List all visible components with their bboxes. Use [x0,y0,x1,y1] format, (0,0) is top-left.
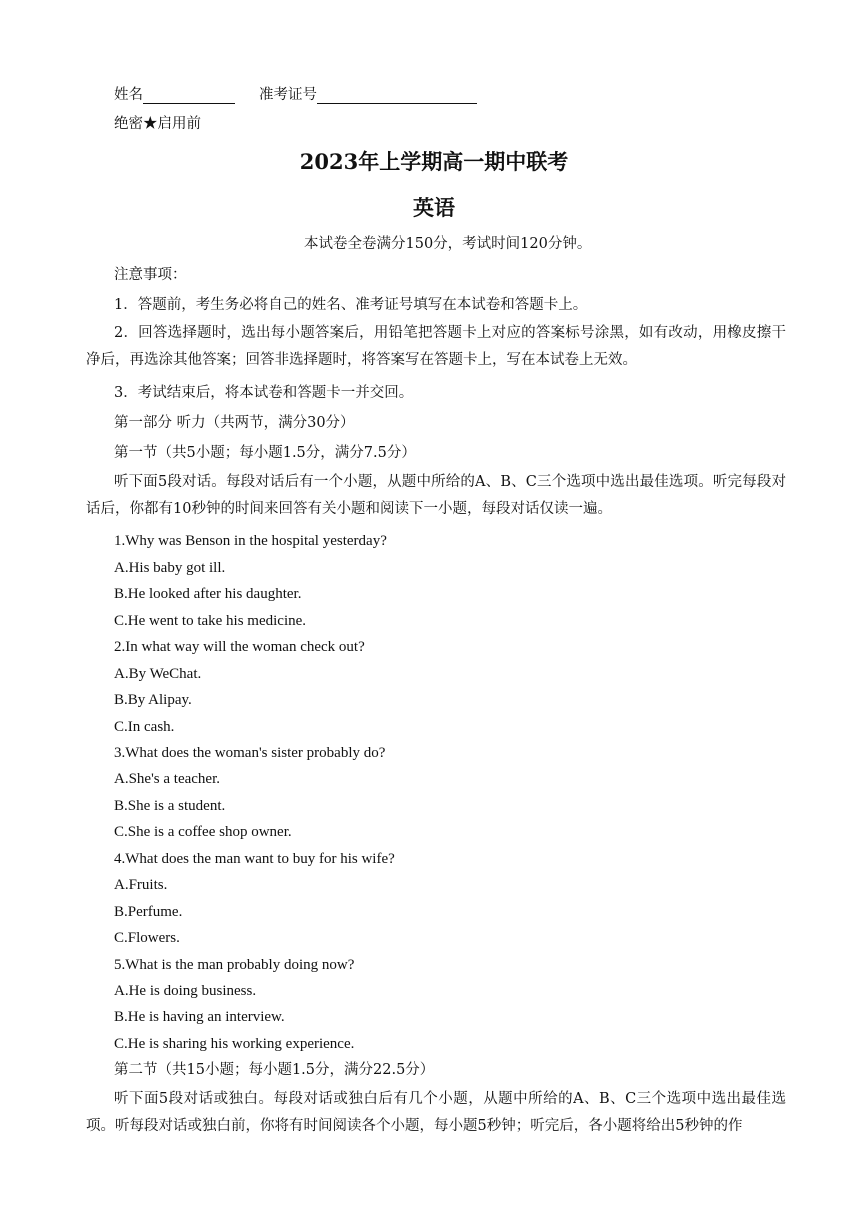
notice-item: 3．考试结束后，将本试卷和答题卡一并交回。 [114,385,414,401]
option: A.His baby got ill. [114,560,226,576]
exam-title: 2023年上学期高一期中联考 [299,149,569,174]
section2-instructions: 听下面5段对话或独白。每段对话或独白后有几个小题，从题中所给的A、B、C三个选项中选出最佳选项。听每段对话或独白前，你将有时间阅读各个小题，每小题5秒钟；听完后，各小题将给出5秒钟的作 [86,1091,786,1134]
exam-info: 本试卷全卷满分150分，考试时间120分钟。 [304,236,592,252]
notice-item: 2．回答选择题时，选出每小题答案后，用铅笔把答题卡上对应的答案标号涂黑，如有改动，用橡皮擦干净后，再选涂其他答案；回答非选择题时，将答案写在答题卡上，写在本试卷上无效。 [86,325,786,368]
secret-mark: 绝密★启用前 [114,116,201,132]
notice-item: 1．答题前，考生务必将自己的姓名、准考证号填写在本试卷和答题卡上。 [114,297,588,313]
section2-heading: 第二节（共15小题；每小题1.5分，满分22.5分） [114,1062,435,1078]
question: 5.What is the man probably doing now? [114,957,355,973]
name-blank[interactable] [143,87,235,104]
name-label: 姓名 [114,87,143,103]
option: A.He is doing business. [114,983,257,999]
option: B.She is a student. [114,798,226,814]
subject-title: 英语 [413,195,455,220]
exam-id-label: 准考证号 [259,87,317,103]
option: C.She is a coffee shop owner. [114,824,292,840]
option: A.She's a teacher. [114,771,220,787]
question: 4.What does the man want to buy for his wife? [114,851,395,867]
section1-heading: 第一节（共5小题；每小题1.5分，满分7.5分） [114,445,416,461]
option: C.Flowers. [114,930,180,946]
option: B.By Alipay. [114,692,192,708]
exam-id-blank[interactable] [317,87,477,104]
option: C.He is sharing his working experience. [114,1036,355,1052]
question: 2.In what way will the woman check out? [114,639,365,655]
section1-instructions: 听下面5段对话。每段对话后有一个小题，从题中所给的A、B、C三个选项中选出最佳选项。听完每段对话后，你都有10秒钟的时间来回答有关小题和阅读下一小题，每段对话仅读一遍。 [86,474,786,517]
exam-header-fields [114,84,477,104]
notice-heading: 注意事项： [114,267,187,283]
option: A.By WeChat. [114,666,202,682]
part1-heading: 第一部分 听力（共两节，满分30分） [114,415,355,431]
option: A.Fruits. [114,877,168,893]
option: C.He went to take his medicine. [114,613,307,629]
option: B.He is having an interview. [114,1009,285,1025]
option: B.Perfume. [114,904,183,920]
question: 3.What does the woman's sister probably do? [114,745,386,761]
option: B.He looked after his daughter. [114,586,302,602]
question: 1.Why was Benson in the hospital yesterday? [114,533,387,549]
option: C.In cash. [114,719,175,735]
